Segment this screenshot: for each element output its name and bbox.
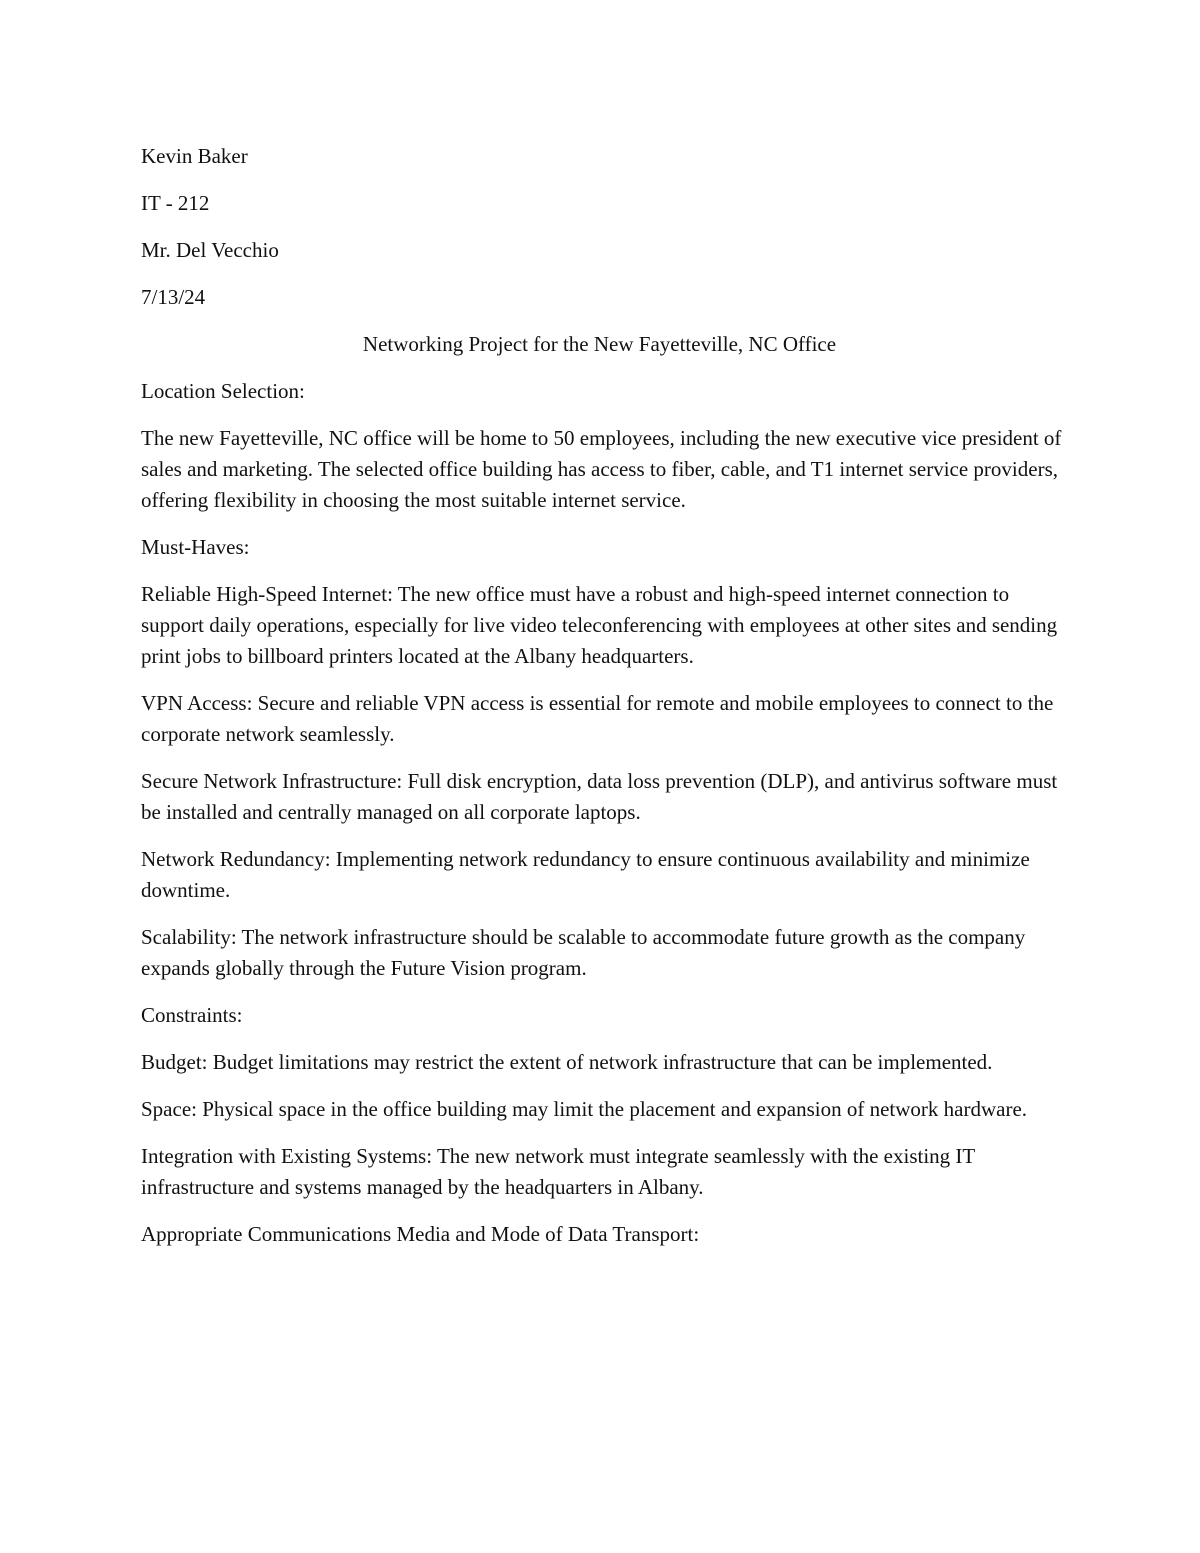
paragraph-redundancy: Network Redundancy: Implementing network redundancy to ensure continuous availability and minimize downtime. — [141, 847, 1030, 902]
document-body — [141, 141, 1066, 1266]
paragraph-location: The new Fayetteville, NC office will be home to 50 employees, including the new executive vice president of sales and marketing. The selected office building has access to fiber, cable, and T1 internet service providers, offering flexibility in choosing the most suitable internet service. — [141, 426, 1062, 512]
instructor-name: Mr. Del Vecchio — [141, 238, 279, 262]
section-heading-constraints: Constraints: — [141, 1003, 243, 1027]
paragraph-space: Space: Physical space in the office building may limit the placement and expansion of network hardware. — [141, 1097, 1028, 1121]
course-code: IT - 212 — [141, 191, 210, 215]
paragraph-budget: Budget: Budget limitations may restrict the extent of network infrastructure that can be implemented. — [141, 1050, 993, 1074]
author-name: Kevin Baker — [141, 144, 248, 168]
paragraph-integration: Integration with Existing Systems: The new network must integrate seamlessly with the existing IT infrastructure and systems managed by the headquarters in Albany. — [141, 1144, 975, 1199]
section-heading-location: Location Selection: — [141, 379, 305, 403]
paragraph-scalability: Scalability: The network infrastructure should be scalable to accommodate future growth as the company expands globally through the Future Vision program. — [141, 925, 1026, 980]
section-heading-must-haves: Must-Haves: — [141, 535, 250, 559]
document-title: Networking Project for the New Fayetteville, NC Office — [362, 332, 837, 356]
document-date: 7/13/24 — [141, 285, 206, 309]
paragraph-internet: Reliable High-Speed Internet: The new office must have a robust and high-speed internet connection to support daily operations, especially for live video teleconferencing with employees at other sites and sending print jobs to billboard printers located at the Albany headquarters. — [141, 582, 1058, 668]
paragraph-security: Secure Network Infrastructure: Full disk encryption, data loss prevention (DLP), and antivirus software must be installed and centrally managed on all corporate laptops. — [141, 769, 1058, 824]
paragraph-vpn: VPN Access: Secure and reliable VPN access is essential for remote and mobile employees to connect to the corporate network seamlessly. — [141, 691, 1054, 746]
section-heading-communications: Appropriate Communications Media and Mode of Data Transport: — [141, 1222, 700, 1246]
